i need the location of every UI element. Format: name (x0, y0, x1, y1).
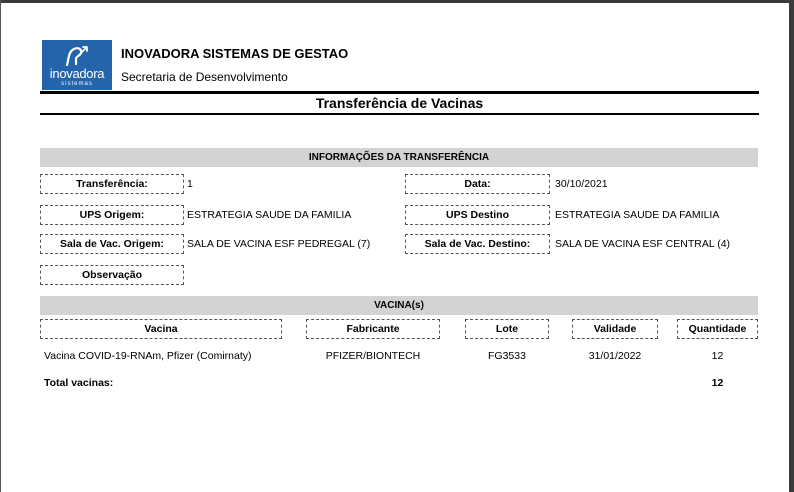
ups-origem-label: UPS Origem: (40, 205, 184, 225)
transferencia-label: Transferência: (40, 174, 184, 194)
sala-destino-label: Sala de Vac. Destino: (405, 234, 550, 254)
company-logo (42, 40, 112, 90)
page-title: Transferência de Vacinas (315, 95, 484, 111)
observacao-label: Observação (40, 265, 184, 285)
logo-mark-icon (64, 44, 90, 66)
data-value: 30/10/2021 (555, 178, 608, 190)
title-top-rule (40, 91, 759, 94)
window-left-border (0, 0, 1, 492)
column-header-validade: Validade (572, 319, 658, 339)
sala-origem-value: SALA DE VACINA ESF PEDREGAL (7) (187, 238, 371, 250)
cell-validade: 31/01/2022 (588, 350, 642, 362)
column-header-vacina: Vacina (40, 319, 282, 339)
cell-vacina: Vacina COVID-19-RNAm, Pfizer (Comirnaty) (44, 350, 252, 362)
cell-lote: FG3533 (488, 350, 526, 362)
department-name: Secretaria de Desenvolvimento (121, 70, 288, 84)
logo-name: inovadora (49, 66, 105, 81)
sala-origem-label: Sala de Vac. Origem: (40, 234, 184, 254)
info-section-header: INFORMAÇÕES DA TRANSFERÊNCIA (40, 148, 758, 167)
total-vacinas-label: Total vacinas: (44, 377, 114, 389)
ups-destino-label: UPS Destino (405, 205, 550, 225)
window-top-border (0, 0, 794, 3)
transferencia-value: 1 (187, 178, 193, 190)
total-vacinas-value: 12 (711, 377, 724, 389)
data-label: Data: (405, 174, 550, 194)
ups-origem-value: ESTRATEGIA SAUDE DA FAMILIA (187, 209, 352, 221)
organization-name: INOVADORA SISTEMAS DE GESTAO (121, 46, 349, 61)
window-right-border (789, 0, 794, 492)
column-header-quantidade: Quantidade (677, 319, 758, 339)
title-bottom-rule (40, 113, 759, 115)
logo-subtitle: sistemas (61, 81, 93, 87)
column-header-fabricante: Fabricante (306, 319, 440, 339)
cell-fabricante: PFIZER/BIONTECH (325, 350, 421, 362)
ups-destino-value: ESTRATEGIA SAUDE DA FAMILIA (555, 209, 720, 221)
vacinas-section-header: VACINA(s) (40, 296, 758, 315)
sala-destino-value: SALA DE VACINA ESF CENTRAL (4) (555, 238, 731, 250)
cell-quantidade: 12 (711, 350, 724, 362)
column-header-lote: Lote (465, 319, 549, 339)
